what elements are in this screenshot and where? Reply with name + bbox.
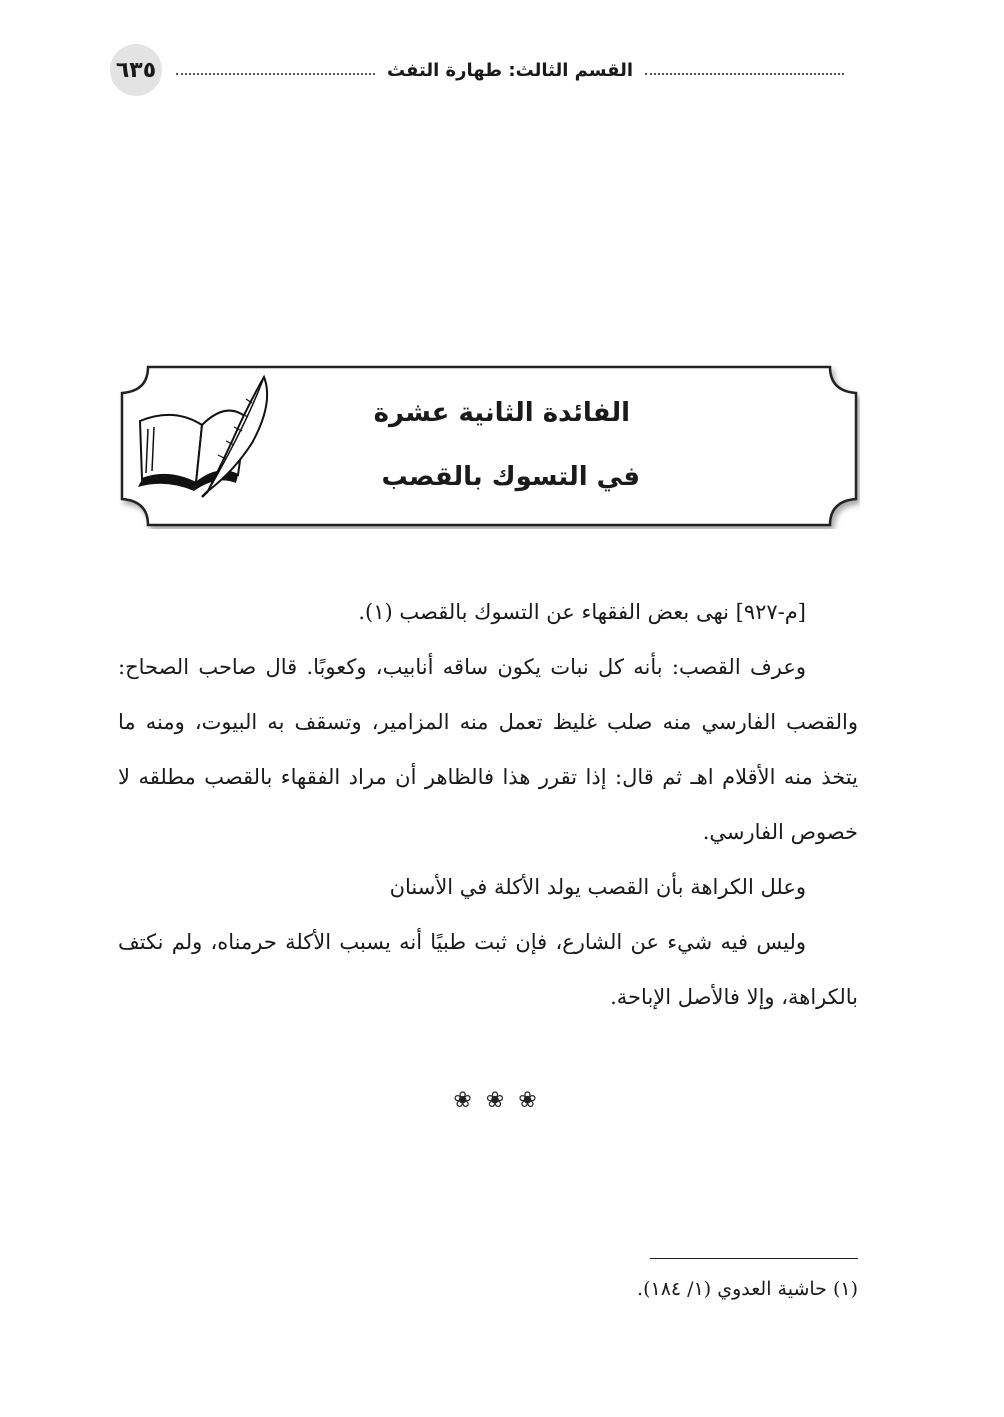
running-title: القسم الثالث: طهارة التفث <box>386 59 634 81</box>
paragraph: وعرف القصب: بأنه كل نبات يكون ساقه أنابيب، وكعوبًا. قال صاحب الصحاح: والقصب الفارسي منه صلب غليظ تعمل منه المزامير، وتسقف به البيوت، ومنه ما يتخذ منه الأقلام اهـ ثم قال: إذا تقرر هذا فالظاهر أن مراد الفقهاء بالقصب مطلقه لا خصوص الفارسي. <box>118 655 858 844</box>
paragraph: وعلل الكراهة بأن القصب يولد الأكلة في الأسنان <box>389 875 806 899</box>
header-dots-left <box>176 73 375 75</box>
running-header <box>176 56 844 84</box>
section-separator: ❀❀❀ <box>453 1088 551 1113</box>
chapter-subtitle: في التسوك بالقصب <box>381 462 640 492</box>
book-and-quill-icon <box>134 373 276 503</box>
body-text <box>118 585 858 1025</box>
chapter-title: الفائدة الثانية عشرة <box>373 398 630 428</box>
header-dots-right <box>645 73 844 75</box>
paragraph: [م-٩٢٧] نهى بعض الفقهاء عن التسوك بالقصب (١). <box>358 600 806 624</box>
page-number: ٦٣٥ <box>110 44 162 96</box>
paragraph: وليس فيه شيء عن الشارع، فإن ثبت طبيًا أنه يسبب الأكلة حرمناه، ولم نكتف بالكراهة، وإلا فالأصل الإباحة. <box>118 930 858 1009</box>
footnote-rule <box>650 1258 858 1259</box>
footnote: (١) حاشية العدوي (١/ ١٨٤). <box>637 1278 858 1300</box>
